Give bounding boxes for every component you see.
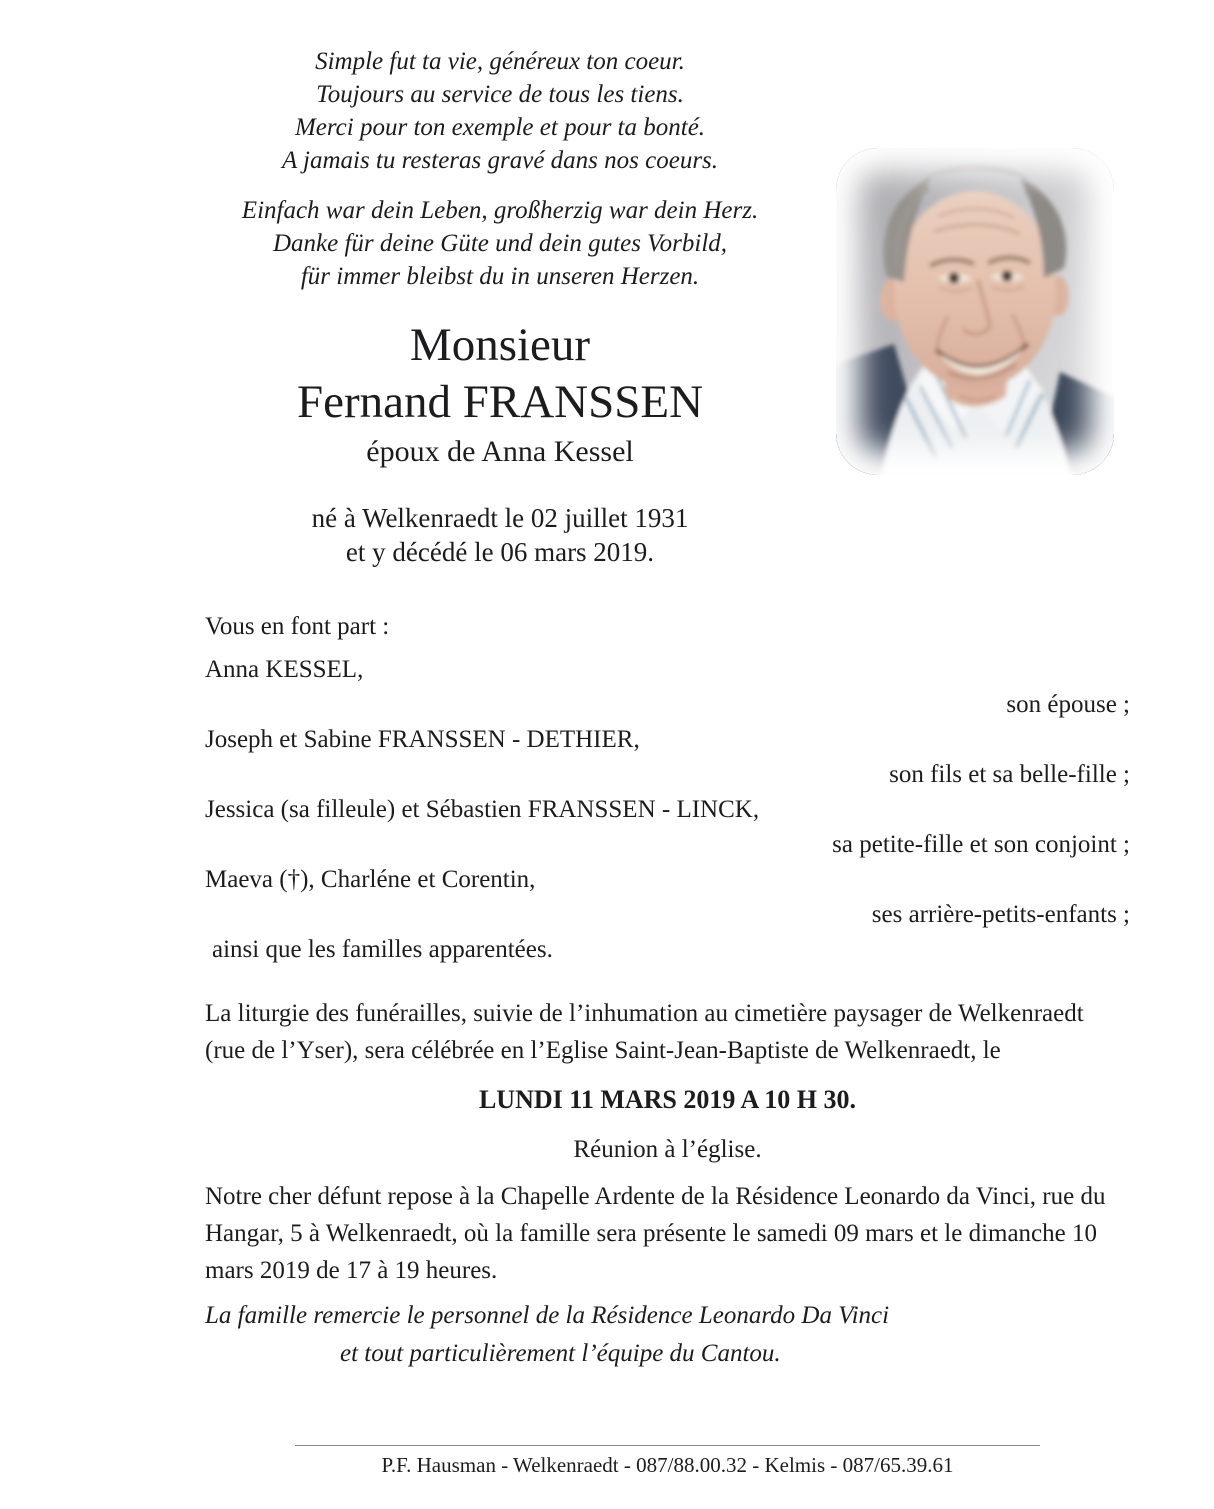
deceased-name: Fernand FRANSSEN	[296, 376, 704, 428]
family-member-names: Joseph et Sabine FRANSSEN - DETHIER,	[205, 726, 640, 753]
announcement-intro: Vous en font part :	[205, 613, 390, 640]
funeral-home-contact: P.F. Hausman - Welkenraedt - 087/88.00.32 - Kelmis - 087/65.39.61	[381, 1453, 954, 1477]
family-member-relation: sa petite-fille et son conjoint ;	[832, 831, 1130, 858]
ceremony-date: LUNDI 11 MARS 2019 A 10 H 30.	[478, 1085, 857, 1114]
french-poem	[185, 0, 815, 177]
thanks-line: et tout particulièrement l’équipe du Cantou.	[340, 1340, 781, 1367]
poem-line: A jamais tu resteras gravé dans nos coeurs.	[281, 147, 719, 174]
meeting-line: Réunion à l’église.	[573, 1136, 762, 1163]
family-member-relation: son épouse ;	[1006, 691, 1130, 718]
title-block	[185, 317, 815, 473]
honorific: Monsieur	[409, 319, 591, 371]
family-member-relation: son fils et sa belle-fille ;	[889, 761, 1130, 788]
spouse-line: époux de Anna Kessel	[366, 435, 634, 468]
life-dates	[185, 501, 815, 569]
repose-paragraph: Notre cher défunt repose à la Chapelle Ardente de la Résidence Leonardo da Vinci, rue du Hangar, 5 à Welkenraedt, où la famille sera présente le samedi 09 mars et le dimanche 10 mars 2019 de 17 à 19 heures.	[205, 1183, 1106, 1284]
portrait-photo	[836, 148, 1114, 475]
family-member-names: Anna KESSEL,	[205, 656, 364, 683]
poem-line: Simple fut ta vie, généreux ton coeur.	[315, 48, 685, 75]
poem-line: Danke für deine Güte und dein gutes Vorbild,	[272, 230, 728, 257]
funeral-home-footer	[295, 1445, 1040, 1479]
birth-line: né à Welkenraedt le 02 juillet 1931	[311, 503, 689, 533]
death-line: et y décédé le 06 mars 2019.	[345, 537, 655, 567]
family-member-names: Maeva (†), Charléne et Corentin,	[205, 866, 536, 893]
poem-line: für immer bleibst du in unseren Herzen.	[300, 263, 700, 290]
german-poem	[185, 194, 815, 293]
family-member-names: Jessica (sa filleule) et Sébastien FRANSSEN - LINCK,	[205, 796, 760, 823]
family-member-relation: ses arrière-petits-enfants ;	[871, 901, 1130, 928]
poem-line: Toujours au service de tous les tiens.	[316, 81, 684, 108]
announcement-body	[205, 609, 1130, 1373]
thanks-line: La famille remercie le personnel de la Résidence Leonardo Da Vinci	[205, 1302, 890, 1329]
family-closing: ainsi que les familles apparentées.	[212, 936, 553, 963]
portrait-photo-drawing	[836, 148, 1114, 475]
poem-line: Einfach war dein Leben, großherzig war dein Herz.	[241, 197, 759, 224]
poem-line: Merci pour ton exemple et pour ta bonté.	[294, 114, 706, 141]
ceremony-paragraph: La liturgie des funérailles, suivie de l’inhumation au cimetière paysager de Welkenraedt (rue de l’Yser), sera célébrée en l’Eglise Saint-Jean-Baptiste de Welkenraedt, le	[205, 1000, 1084, 1064]
